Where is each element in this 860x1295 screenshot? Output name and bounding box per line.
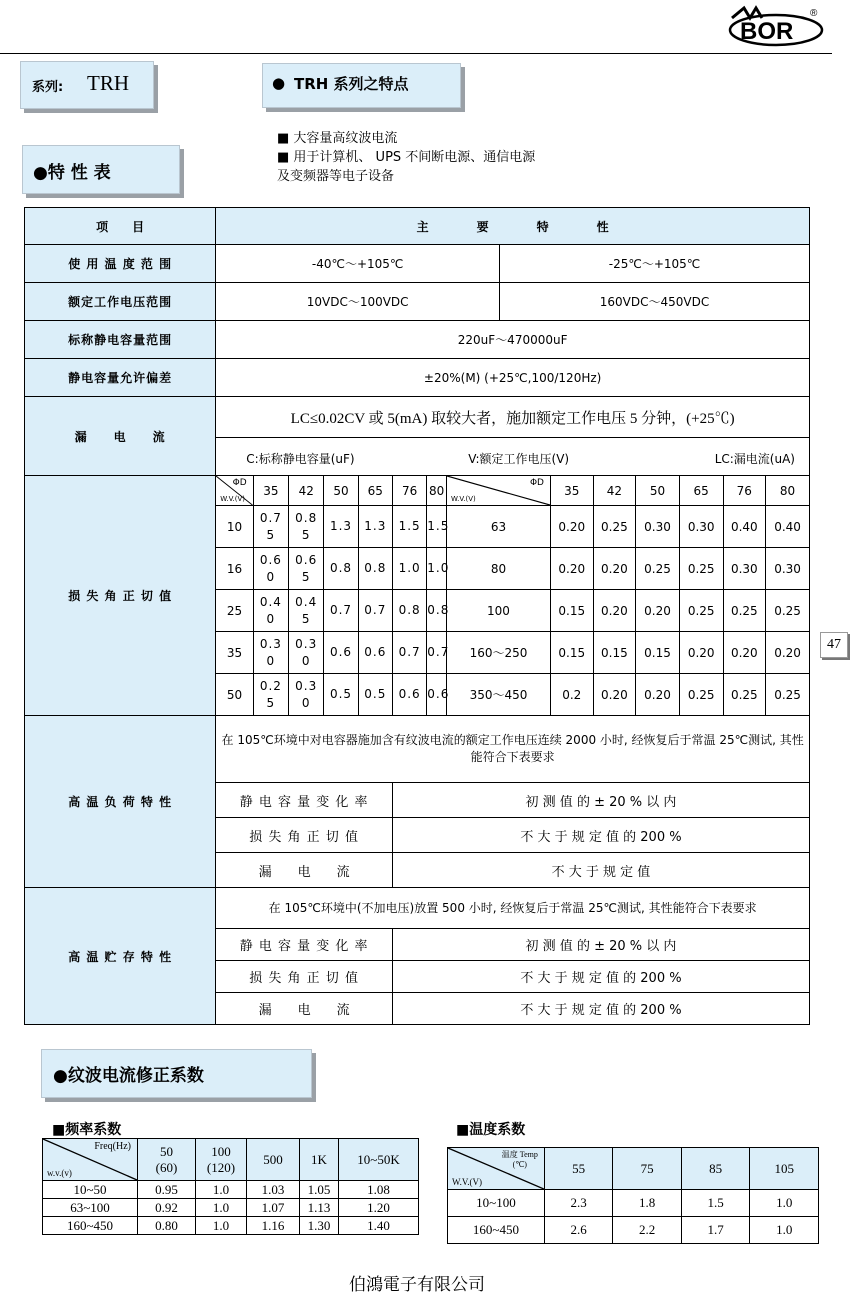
load-key: 静 电 容 量 变 化 率 [216, 783, 393, 818]
series-label: 系列: [32, 80, 64, 95]
tan-cell: 0.25 [636, 548, 680, 590]
tan-right-col: 65 [679, 476, 723, 506]
tan-cell: 0.6 0 [253, 548, 288, 590]
voltage-range-low: 10VDC～100VDC [216, 283, 500, 321]
tan-cell: 0.3 0 [289, 674, 324, 716]
tan-cell: 1.5 [427, 506, 447, 548]
storage-value: 不 大 于 规 定 值 的 200 % [392, 993, 809, 1025]
cap-range-label: 标称静电容量范围 [25, 321, 216, 359]
tan-cell: 0.7 [358, 590, 392, 632]
tan-cell: 0.20 [593, 590, 636, 632]
tan-left-wv: 16 [216, 548, 253, 590]
temp-col: 55 [544, 1148, 613, 1190]
leakage-c: C:标称静电容量(uF) [246, 452, 355, 466]
tan-cell: 0.20 [723, 632, 766, 674]
char-title: ●特 性 表 [33, 163, 111, 183]
freq-cell: 1.07 [247, 1199, 300, 1217]
tan-cell: 0.7 [427, 632, 447, 674]
temp-range-label: 使 用 温 度 范 围 [25, 245, 216, 283]
tan-left-col: 35 [253, 476, 288, 506]
load-label: 高 温 负 荷 特 性 [25, 716, 216, 888]
tan-cell: 0.8 [392, 590, 426, 632]
company-logo [726, 4, 826, 48]
tan-cell: 1.0 [392, 548, 426, 590]
tan-cell: 0.25 [679, 674, 723, 716]
tan-left-col: 42 [289, 476, 324, 506]
tan-cell: 0.25 [766, 674, 810, 716]
tan-cell: 0.40 [766, 506, 810, 548]
temp-wv: 10~100 [448, 1190, 545, 1217]
tan-right-col: 50 [636, 476, 680, 506]
freq-wv: 10~50 [43, 1181, 138, 1199]
tan-cell: 0.20 [679, 632, 723, 674]
tan-cell: 0.6 5 [289, 548, 324, 590]
freq-row [43, 1217, 419, 1235]
storage-key: 损 失 角 正 切 值 [216, 961, 393, 993]
tan-right-col: 35 [550, 476, 593, 506]
page-number: 47 [820, 632, 848, 658]
feature-line-2: ■ 用于计算机、 UPS 不间断电源、通信电源 [277, 150, 536, 165]
freq-cell: 0.80 [138, 1217, 196, 1235]
leakage-lc: LC:漏电流(uA) [714, 452, 795, 466]
temp-row [448, 1190, 819, 1217]
tan-cell: 0.6 [324, 632, 358, 674]
tan-cell: 0.20 [550, 506, 593, 548]
char-title-box [22, 145, 180, 194]
tan-cell: 0.2 5 [253, 674, 288, 716]
temp-wv: 160~450 [448, 1217, 545, 1244]
freq-cell: 1.13 [300, 1199, 339, 1217]
company-footer: 伯鴻電子有限公司 [349, 1275, 485, 1295]
header-rule [0, 53, 832, 54]
header-item: 项 目 [25, 208, 216, 245]
tan-cell: 0.8 [324, 548, 358, 590]
tan-left-col: 65 [358, 476, 392, 506]
tan-cell: 1.3 [358, 506, 392, 548]
tan-left-col: 76 [392, 476, 426, 506]
features-title: TRH 系列之特点 [294, 75, 409, 93]
load-value: 初 测 值 的 ± 20 % 以 内 [392, 783, 809, 818]
cap-tol-label: 静电容量允许偏差 [25, 359, 216, 397]
freq-cell: 0.95 [138, 1181, 196, 1199]
tan-cell: 0.20 [636, 674, 680, 716]
tan-cell: 0.4 5 [289, 590, 324, 632]
tan-cell: 0.30 [679, 506, 723, 548]
tan-cell: 0.8 [427, 590, 447, 632]
freq-col: 10~50K [339, 1139, 419, 1181]
freq-cell: 1.30 [300, 1217, 339, 1235]
ripple-title: ●纹波电流修正系数 [53, 1066, 204, 1086]
tan-cell: 0.20 [636, 590, 680, 632]
tan-left-wv: 50 [216, 674, 253, 716]
temp-col: 105 [750, 1148, 819, 1190]
freq-cell: 1.08 [339, 1181, 419, 1199]
tan-right-wv: 350～450 [447, 674, 551, 716]
tan-cell: 1.0 [427, 548, 447, 590]
tan-cell: 0.25 [766, 590, 810, 632]
freq-col: 500 [247, 1139, 300, 1181]
tan-right-wv: 80 [447, 548, 551, 590]
load-value: 不 大 于 规 定 值 的 200 % [392, 818, 809, 853]
freq-cell: 1.0 [196, 1217, 247, 1235]
series-name: TRH [87, 71, 129, 95]
tan-left-col: 50 [324, 476, 358, 506]
freq-cell: 1.40 [339, 1217, 419, 1235]
temp-cell: 1.8 [613, 1190, 682, 1217]
freq-corner: Freq(Hz) w.v.(v) [43, 1139, 138, 1181]
temp-cell: 1.0 [750, 1217, 819, 1244]
storage-label: 高 温 贮 存 特 性 [25, 888, 216, 1025]
tan-right-col: 76 [723, 476, 766, 506]
tan-cell: 0.25 [593, 506, 636, 548]
load-key: 漏 电 流 [216, 853, 393, 888]
tan-cell: 0.6 [392, 674, 426, 716]
load-desc: 在 105℃环境中对电容器施加含有纹波电流的额定工作电压连续 2000 小时, 经恢复后于常温 25℃测试, 其性能符合下表要求 [216, 716, 810, 783]
svg-text:BOR: BOR [740, 18, 794, 45]
cap-range-value: 220uF～470000uF [216, 321, 810, 359]
tan-cell: 0.7 [324, 590, 358, 632]
freq-wv: 160~450 [43, 1217, 138, 1235]
feature-line-1: ■ 大容量高纹波电流 [277, 131, 398, 146]
freq-cell: 1.03 [247, 1181, 300, 1199]
tan-corner-right: ΦD W.V.(V) [447, 476, 551, 506]
tan-cell: 0.30 [723, 548, 766, 590]
freq-col: 1K [300, 1139, 339, 1181]
tan-right-wv: 63 [447, 506, 551, 548]
leakage-legend [216, 438, 810, 476]
tan-cell: 0.2 [550, 674, 593, 716]
feature-line-3: 及变频器等电子设备 [277, 169, 395, 184]
tan-cell: 1.5 [392, 506, 426, 548]
tan-cell: 0.15 [636, 632, 680, 674]
temp-range-high: -25℃～+105℃ [500, 245, 810, 283]
temp-cell: 2.2 [613, 1217, 682, 1244]
features-bullet: ● [272, 74, 286, 92]
tan-cell: 1.3 [324, 506, 358, 548]
temp-row [448, 1217, 819, 1244]
leakage-v: V:额定工作电压(V) [468, 452, 570, 466]
load-key: 损 失 角 正 切 值 [216, 818, 393, 853]
freq-cell: 1.0 [196, 1199, 247, 1217]
freq-row [43, 1181, 419, 1199]
tan-label: 损 失 角 正 切 值 [25, 476, 216, 716]
temp-cell: 2.3 [544, 1190, 613, 1217]
tan-cell: 0.40 [723, 506, 766, 548]
tan-left-wv: 25 [216, 590, 253, 632]
temp-cell: 1.7 [681, 1217, 750, 1244]
tan-cell: 0.8 [358, 548, 392, 590]
freq-cell: 0.92 [138, 1199, 196, 1217]
tan-cell: 0.30 [766, 548, 810, 590]
freq-col: 50 (60) [138, 1139, 196, 1181]
tan-right-wv: 160～250 [447, 632, 551, 674]
freq-cell: 1.0 [196, 1181, 247, 1199]
tan-cell: 0.5 [358, 674, 392, 716]
temp-title: ■温度系数 [456, 1122, 526, 1138]
tan-cell: 0.25 [723, 590, 766, 632]
tan-right-col: 80 [766, 476, 810, 506]
svg-text:®: ® [810, 8, 818, 19]
cap-tol-value: ±20%(M) (+25℃,100/120Hz) [216, 359, 810, 397]
temp-cell: 2.6 [544, 1217, 613, 1244]
tan-cell: 0.30 [636, 506, 680, 548]
temp-range-low: -40℃～+105℃ [216, 245, 500, 283]
tan-cell: 0.6 [358, 632, 392, 674]
characteristics-table [24, 207, 810, 1025]
ripple-title-box [41, 1049, 312, 1098]
load-value: 不 大 于 规 定 值 [392, 853, 809, 888]
tan-corner-left: ΦD W.V.(V) [216, 476, 253, 506]
temp-cell: 1.5 [681, 1190, 750, 1217]
storage-value: 初 测 值 的 ± 20 % 以 内 [392, 929, 809, 961]
freq-cell: 1.05 [300, 1181, 339, 1199]
tan-right-wv: 100 [447, 590, 551, 632]
tan-left-col: 80 [427, 476, 447, 506]
header-main: 主 要 特 性 [216, 208, 810, 245]
tan-cell: 0.20 [593, 674, 636, 716]
leakage-label: 漏 电 流 [25, 397, 216, 476]
voltage-range-label: 额定工作电压范围 [25, 283, 216, 321]
features-title-box [262, 63, 461, 108]
temp-corner: 温度 Temp (℃) W.V.(V) [448, 1148, 545, 1190]
storage-desc: 在 105℃环境中(不加电压)放置 500 小时, 经恢复后于常温 25℃测试, 其性能符合下表要求 [216, 888, 810, 929]
tan-cell: 0.6 [427, 674, 447, 716]
tan-cell: 0.7 5 [253, 506, 288, 548]
temp-cell: 1.0 [750, 1190, 819, 1217]
leakage-formula: LC≤0.02CV 或 5(mA) 取较大者，施加额定工作电压 5 分钟，(+25℃) [216, 397, 810, 438]
freq-row [43, 1199, 419, 1217]
freq-title: ■频率系数 [52, 1122, 122, 1138]
tan-cell: 0.20 [550, 548, 593, 590]
tan-cell: 0.20 [593, 548, 636, 590]
tan-cell: 0.5 [324, 674, 358, 716]
freq-cell: 1.20 [339, 1199, 419, 1217]
tan-left-wv: 10 [216, 506, 253, 548]
tan-cell: 0.3 0 [253, 632, 288, 674]
tan-cell: 0.3 0 [289, 632, 324, 674]
tan-cell: 0.20 [766, 632, 810, 674]
storage-key: 静 电 容 量 变 化 率 [216, 929, 393, 961]
tan-cell: 0.15 [593, 632, 636, 674]
voltage-range-high: 160VDC～450VDC [500, 283, 810, 321]
tan-right-col: 42 [593, 476, 636, 506]
temp-table [447, 1147, 819, 1244]
tan-cell: 0.25 [723, 674, 766, 716]
freq-table [42, 1138, 419, 1235]
tan-cell: 0.4 0 [253, 590, 288, 632]
series-box [20, 61, 154, 109]
freq-col: 100 (120) [196, 1139, 247, 1181]
tan-cell: 0.25 [679, 590, 723, 632]
tan-left-wv: 35 [216, 632, 253, 674]
tan-cell: 0.15 [550, 632, 593, 674]
tan-cell: 0.25 [679, 548, 723, 590]
storage-key: 漏 电 流 [216, 993, 393, 1025]
storage-value: 不 大 于 规 定 值 的 200 % [392, 961, 809, 993]
tan-cell: 0.15 [550, 590, 593, 632]
freq-cell: 1.16 [247, 1217, 300, 1235]
temp-col: 75 [613, 1148, 682, 1190]
freq-wv: 63~100 [43, 1199, 138, 1217]
tan-cell: 0.7 [392, 632, 426, 674]
tan-cell: 0.8 5 [289, 506, 324, 548]
temp-col: 85 [681, 1148, 750, 1190]
